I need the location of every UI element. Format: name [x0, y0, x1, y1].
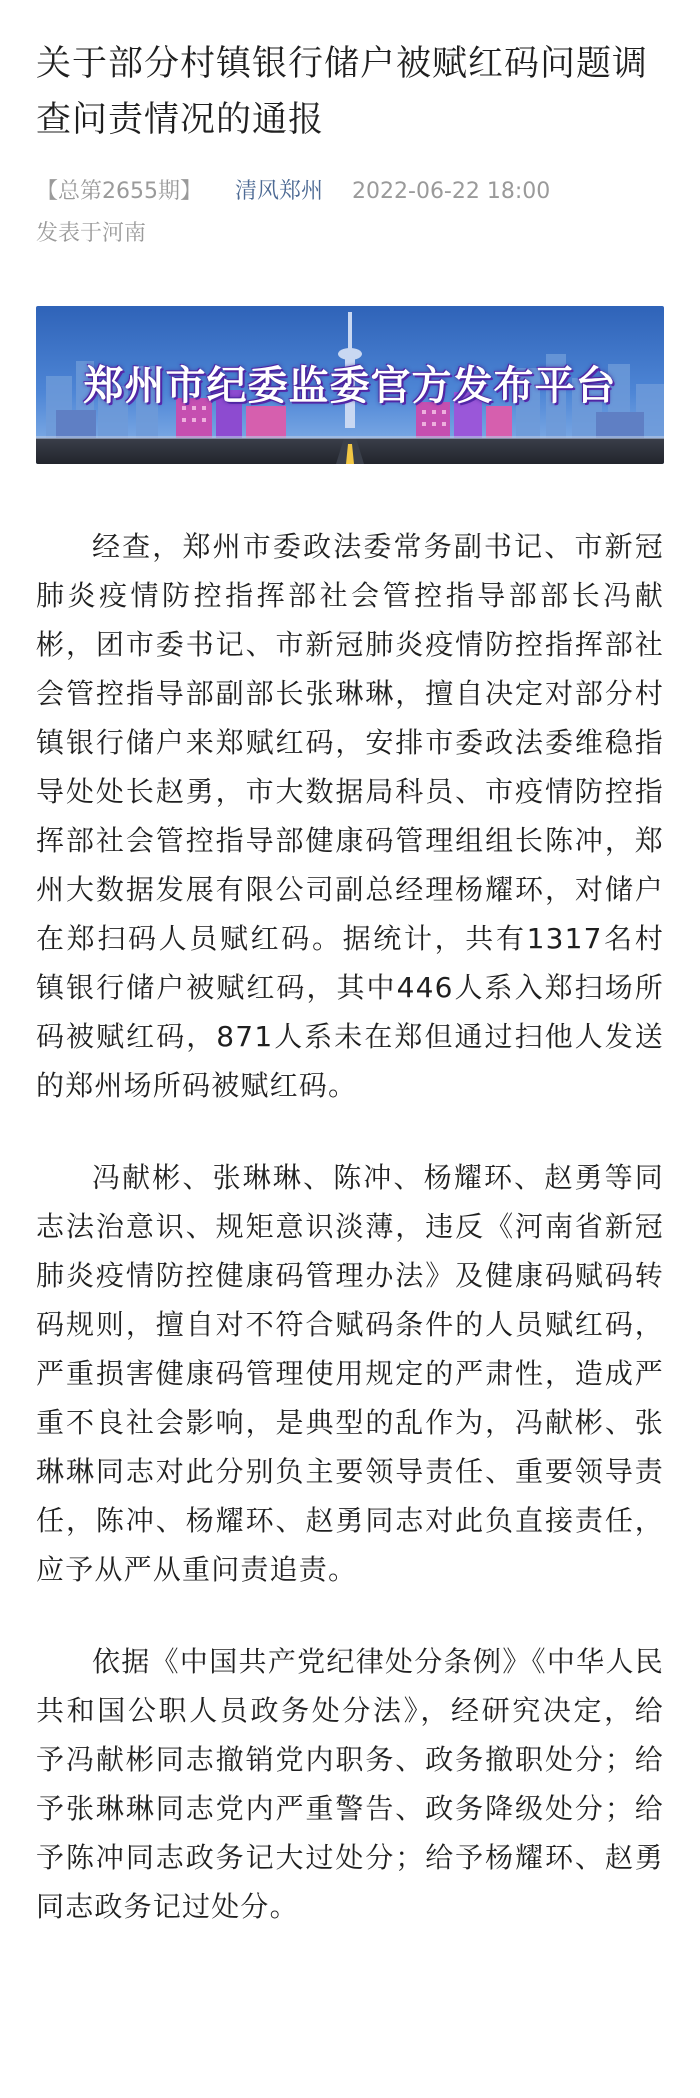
paragraph-2: 冯献彬、张琳琳、陈冲、杨耀环、赵勇等同志法治意识、规矩意识淡薄，违反《河南省新冠肺炎疫情防控健康码管理办法》及健康码赋码转码规则，擅自对不符合赋码条件的人员赋红码，严重损害健康码管理使用规定的严肃性，造成严重不良社会影响，是典型的乱作为，冯献彬、张琳琳同志对此分别负主要领导责任、重要领导责任，陈冲、杨耀环、赵勇同志对此负直接责任，应予从严从重问责追责。: [36, 1161, 664, 1586]
account-name-link[interactable]: 清风郑州: [235, 179, 324, 204]
banner-title: 郑州市纪委监委官方发布平台: [83, 363, 617, 409]
issue-number: 【总第2655期】: [36, 179, 202, 204]
paragraph-3: 依据《中国共产党纪律处分条例》《中华人民共和国公职人员政务处分法》，经研究决定，给予冯献彬同志撤销党内职务、政务撤职处分；给予张琳琳同志党内严重警告、政务降级处分；给予陈冲同志政务记大过处分；给予杨耀环、赵勇同志政务记过处分。: [36, 1645, 664, 1923]
publish-location: 发表于河南: [36, 221, 147, 246]
article-title: 关于部分村镇银行储户被赋红码问题调查问责情况的通报: [36, 44, 649, 140]
article-meta: [36, 172, 664, 212]
article-body: [36, 522, 664, 1931]
publish-datetime: 2022-06-22 18:00: [352, 179, 551, 204]
header-banner-image: [36, 306, 664, 464]
paragraph-1: 经查，郑州市委政法委常务副书记、市新冠肺炎疫情防控指挥部社会管控指导部部长冯献彬，团市委书记、市新冠肺炎疫情防控指挥部社会管控指导部副部长张琳琳，擅自决定对部分村镇银行储户来郑赋红码，安排市委政法委维稳指导处处长赵勇，市大数据局科员、市疫情防控指挥部社会管控指导部健康码管理组组长陈冲，郑州大数据发展有限公司副总经理杨耀环，对储户在郑扫码人员赋红码。据统计，共有1317名村镇银行储户被赋红码，其中446人系入郑扫场所码被赋红码，871人系未在郑但通过扫他人发送的郑州场所码被赋红码。: [36, 530, 664, 1102]
